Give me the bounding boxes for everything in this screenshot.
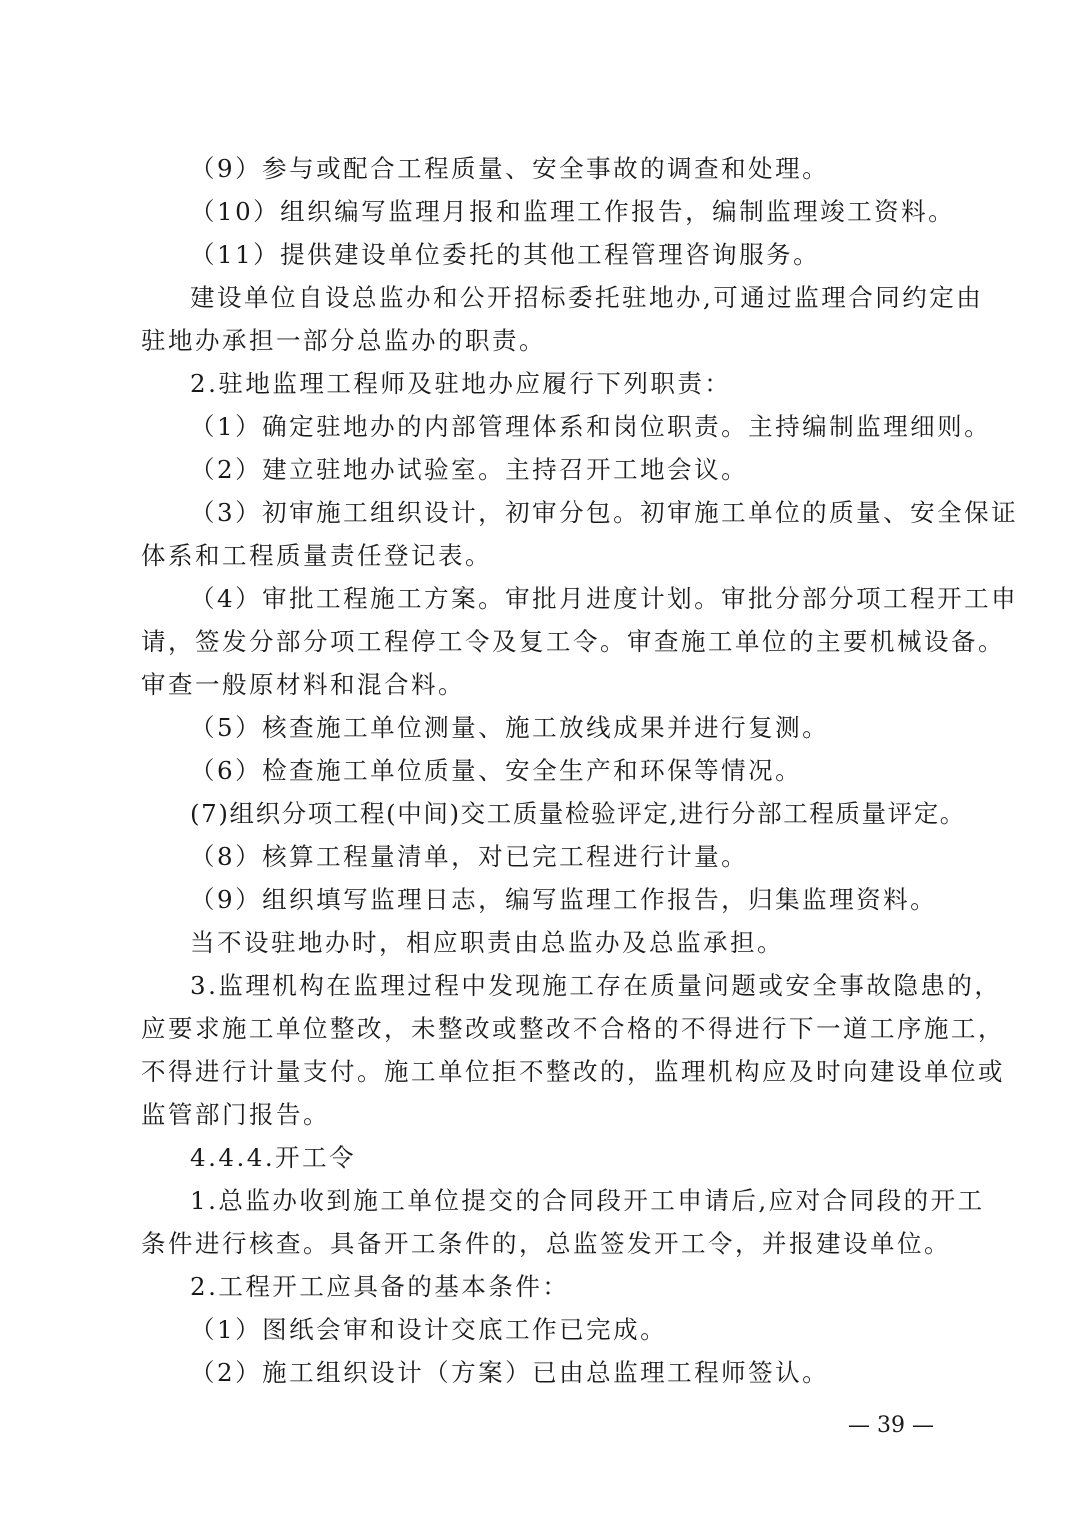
paragraph-line: 审查一般原材料和混合料。 (141, 670, 465, 699)
section-item-3: 3.监理机构在监理过程中发现施工存在质量问题或安全事故隐患的， (190, 971, 1002, 1000)
list-item-11-consulting: （11）提供建设单位委托的其他工程管理咨询服务。 (190, 240, 821, 269)
paragraph-line: 应要求施工单位整改，未整改或整改不合格的不得进行下一道工序施工， (141, 1014, 1005, 1043)
paragraph-line: 体系和工程质量责任登记表。 (141, 541, 492, 570)
paragraph-line: 请，签发分部分项工程停工令及复工令。审查施工单位的主要机械设备。 (141, 627, 1005, 656)
list-item-8: （8）核算工程量清单，对已完工程进行计量。 (190, 842, 749, 871)
paragraph-line: 当不设驻地办时，相应职责由总监办及总监承担。 (190, 928, 784, 957)
list-item-3: （3）初审施工组织设计，初审分包。初审施工单位的质量、安全保证 (190, 498, 1019, 527)
paragraph-line: 条件进行核查。具备开工条件的，总监签发开工令，并报建设单位。 (141, 1229, 951, 1258)
list-item-1-drawings: （1）图纸会审和设计交底工作已完成。 (190, 1315, 668, 1344)
list-item-2-design: （2）施工组织设计（方案）已由总监理工程师签认。 (190, 1358, 830, 1387)
section-item-2-conditions: 2.工程开工应具备的基本条件： (190, 1272, 570, 1301)
list-item-10-reports: （10）组织编写监理月报和监理工作报告，编制监理竣工资料。 (190, 197, 956, 226)
list-item-5: （5）核查施工单位测量、施工放线成果并进行复测。 (190, 713, 830, 742)
list-item-7: (7)组织分项工程(中间)交工质量检验评定,进行分部工程质量评定。 (190, 799, 966, 828)
body-text (141, 147, 1019, 1394)
paragraph-line: 不得进行计量支付。施工单位拒不整改的，监理机构应及时向建设单位或 (141, 1057, 1005, 1086)
list-item-2: （2）建立驻地办试验室。主持召开工地会议。 (190, 455, 749, 484)
list-item-6: （6）检查施工单位质量、安全生产和环保等情况。 (190, 756, 803, 785)
paragraph-line: 驻地办承担一部分总监办的职责。 (141, 326, 546, 355)
section-item-2: 2.驻地监理工程师及驻地办应履行下列职责： (190, 369, 732, 398)
section-heading-4-4-4: 4.4.4.开工令 (190, 1143, 357, 1172)
list-item-9-investigation: （9）参与或配合工程质量、安全事故的调查和处理。 (190, 154, 830, 183)
section-item-1: 1.总监办收到施工单位提交的合同段开工申请后,应对合同段的开工 (190, 1186, 985, 1215)
list-item-4: （4）审批工程施工方案。审批月进度计划。审批分部分项工程开工申 (190, 584, 1019, 613)
list-item-9-log: （9）组织填写监理日志，编写监理工作报告，归集监理资料。 (190, 885, 938, 914)
paragraph-line: 监管部门报告。 (141, 1100, 330, 1129)
list-item-1: （1）确定驻地办的内部管理体系和岗位职责。主持编制监理细则。 (190, 412, 992, 441)
paragraph-line: 建设单位自设总监办和公开招标委托驻地办,可通过监理合同约定由 (190, 283, 984, 312)
page-number: — 39 — (848, 1413, 934, 1438)
